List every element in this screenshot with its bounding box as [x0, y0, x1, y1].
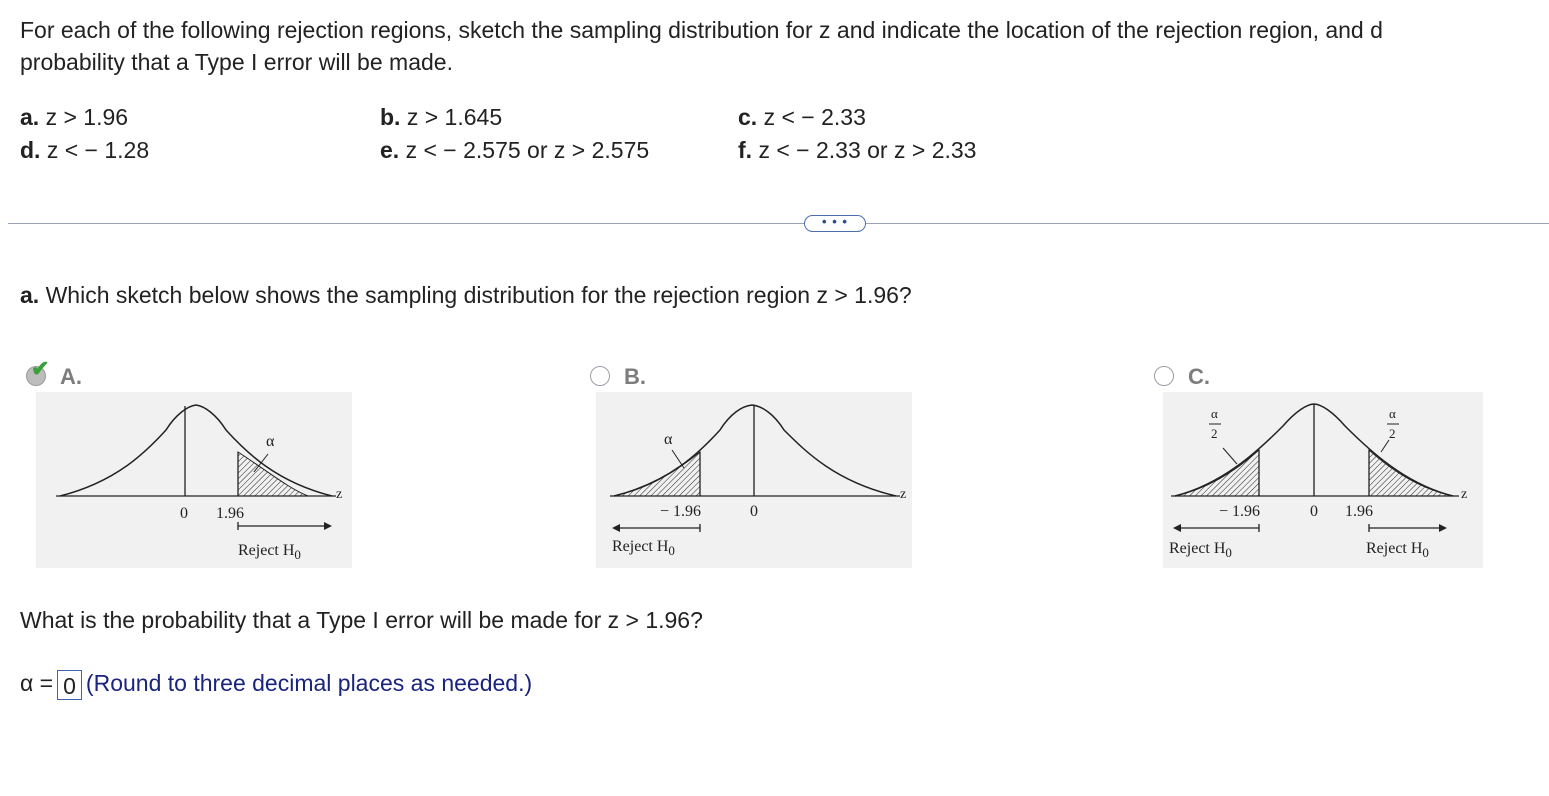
z-label: z [900, 487, 907, 502]
rejection-region-shading [238, 452, 308, 496]
choice-c-label: C. [1188, 364, 1210, 389]
expand-more-button[interactable]: • • • [804, 215, 866, 232]
right-alpha-label: α [1389, 406, 1396, 421]
right-rejection-shading [1369, 450, 1453, 496]
alpha-prefix: α = [20, 670, 54, 697]
alpha-label: α [664, 431, 673, 448]
rejection-region-shading [614, 452, 700, 496]
reject-h0-label: Reject $H_0$ [612, 538, 675, 558]
tick-label-neg-1-96: − 1.96 [660, 503, 702, 520]
type1-question: What is the probability that a Type I error will be made for z > 1.96? [20, 607, 703, 633]
choice-b-radio-wrap[interactable] [590, 366, 610, 386]
tick-label-0: 0 [750, 503, 758, 520]
normal-curve [60, 405, 332, 496]
alpha-answer-input[interactable]: 0 [57, 670, 82, 700]
question-text [20, 14, 1549, 78]
left-reject-arrow-head [1173, 524, 1181, 532]
reject-arrow-head [324, 522, 332, 530]
z-label: z [336, 487, 343, 502]
left-alpha-label: α [1211, 406, 1218, 421]
checkmark-icon: ✔ [31, 356, 50, 381]
option-b: b. z > 1.645 [380, 104, 503, 130]
option-c: c. z < − 2.33 [738, 104, 866, 130]
option-e: e. z < − 2.575 or z > 2.575 [380, 137, 650, 163]
tick-label-neg-1-96: − 1.96 [1219, 503, 1261, 520]
reject-h0-label: Reject $H_0$ [238, 542, 301, 562]
sketch-a[interactable] [36, 392, 352, 568]
alpha-pointer [672, 450, 684, 468]
left-reject-h0-label: Reject $H_0$ [1169, 540, 1232, 560]
alpha-answer-row [20, 670, 532, 700]
z-label: z [1461, 487, 1468, 502]
choice-a-label: A. [60, 364, 82, 389]
question-line-1: For each of the following rejection regions, sketch the sampling distribution for z and indicate the location of the rejection region, and d [20, 17, 1383, 43]
option-f: f. z < − 2.33 or z > 2.33 [738, 137, 977, 163]
right-alpha-den: 2 [1389, 426, 1396, 441]
left-rejection-shading [1175, 450, 1259, 496]
reject-arrow-head [612, 524, 620, 532]
choice-b-radio[interactable] [590, 366, 610, 386]
tick-label-1-96: 1.96 [216, 505, 244, 522]
tick-label-0: 0 [180, 505, 188, 522]
left-alpha-pointer [1223, 448, 1237, 464]
sub-question-label: a. [20, 282, 40, 308]
left-alpha-den: 2 [1211, 426, 1218, 441]
option-a: a. z > 1.96 [20, 104, 129, 130]
alpha-label: α [266, 433, 275, 450]
rounding-hint: (Round to three decimal places as needed.) [85, 670, 533, 697]
right-reject-h0-label: Reject $H_0$ [1366, 540, 1429, 560]
tick-label-0: 0 [1310, 503, 1318, 520]
sub-question [20, 282, 912, 309]
tick-label-1-96: 1.96 [1345, 503, 1373, 520]
sub-question-text: Which sketch below shows the sampling distribution for the rejection region z > 1.96? [45, 282, 912, 308]
choice-c-radio-wrap[interactable] [1154, 366, 1174, 386]
question-line-2: probability that a Type I error will be made. [20, 49, 453, 75]
right-reject-arrow-head [1439, 524, 1447, 532]
sketch-b[interactable] [596, 392, 912, 568]
sketch-c[interactable] [1163, 392, 1483, 568]
right-alpha-pointer [1381, 440, 1389, 452]
section-divider [8, 223, 1549, 224]
choice-c-radio[interactable] [1154, 366, 1174, 386]
choice-b-label: B. [624, 364, 646, 389]
option-d: d. z < − 1.28 [20, 137, 150, 163]
